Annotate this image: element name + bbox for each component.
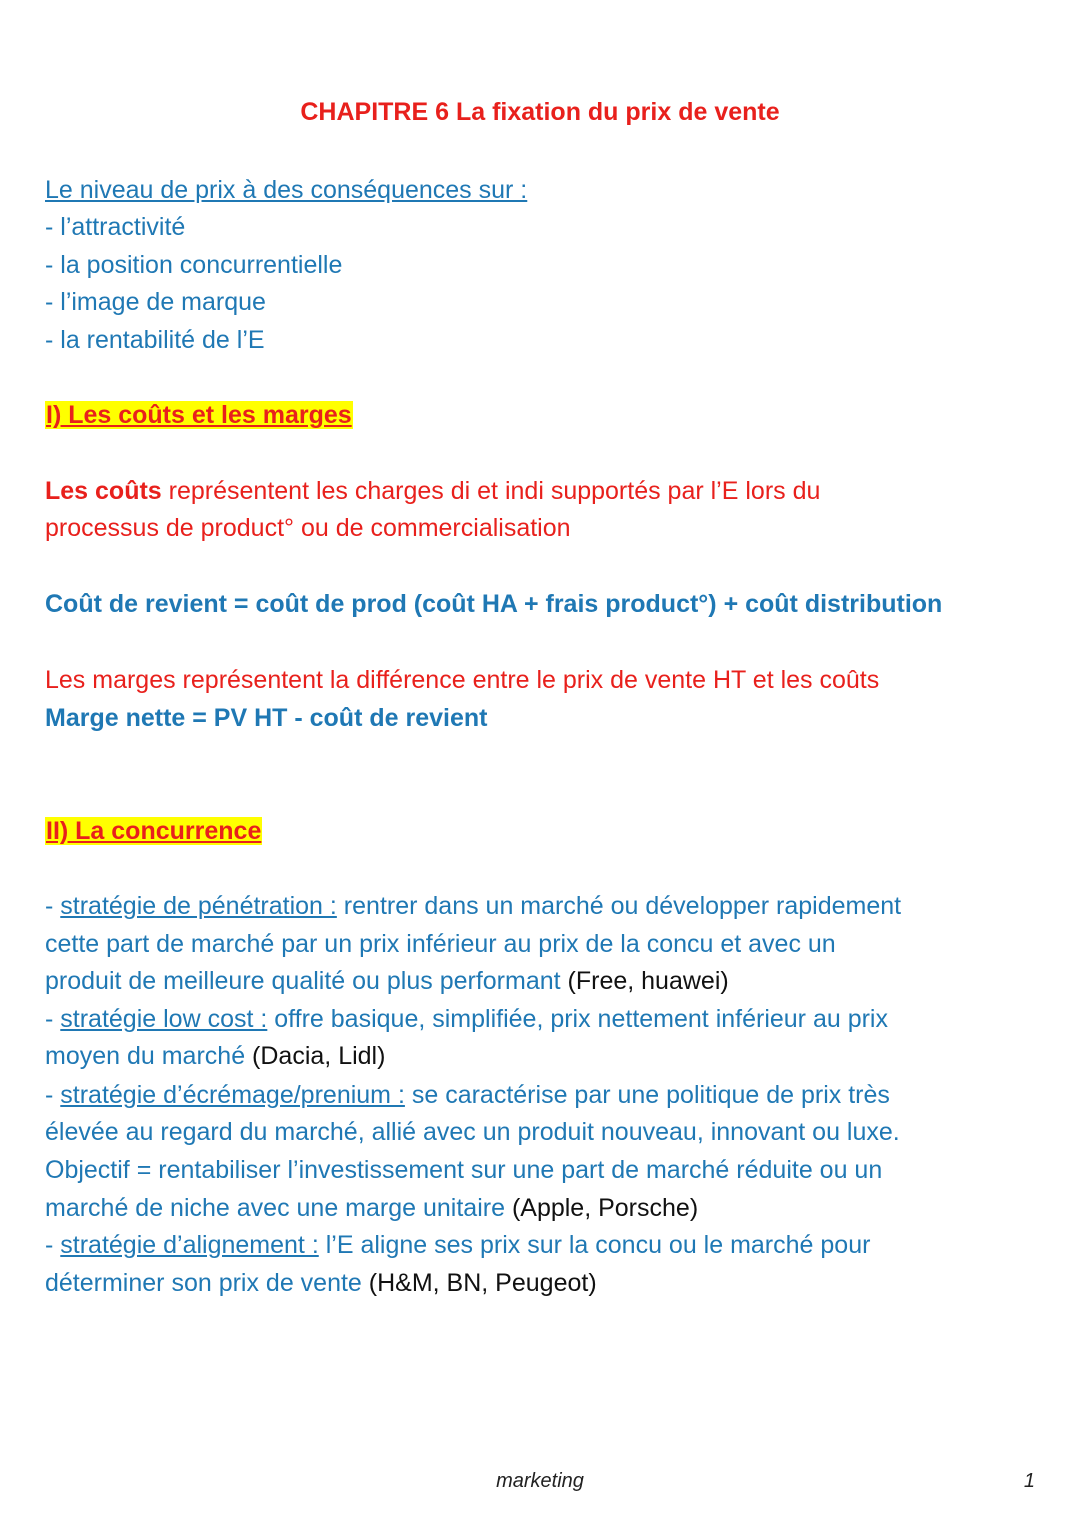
penetration-text: produit de meilleure qualité ou plus performant [45,967,561,995]
couts-definition: représentent les charges di et indi supportés par l’E lors du [161,477,821,505]
couts-term: Les coûts [45,477,162,505]
bullet-dash: - [45,1081,61,1109]
ecremage-line1 [45,1080,890,1110]
couts-definition-line1 [45,476,820,506]
penetration-line1 [45,891,901,921]
section2-heading-line [45,816,262,846]
bullet-dash: - [45,1231,61,1259]
page-number: 1 [1023,1470,1035,1492]
lowcost-examples: (Dacia, Lidl) [245,1042,386,1070]
alignement-line2 [45,1268,597,1298]
lowcost-text: moyen du marché [45,1042,246,1070]
section1-heading-line [45,400,353,430]
bullet-dash: - [45,892,61,920]
intro-item: - la rentabilité de l’E [45,326,265,354]
intro-item: - la position concurrentielle [45,251,343,279]
penetration-line3 [45,966,729,996]
penetration-examples: (Free, huawei) [560,967,729,995]
ecremage-examples: (Apple, Porsche) [505,1194,699,1222]
lowcost-text: offre basique, simplifiée, prix nettement inférieur au prix [267,1005,888,1033]
lowcost-label: stratégie low cost : [60,1005,268,1033]
chapter-title: CHAPITRE 6 La fixation du prix de vente [300,98,780,126]
ecremage-text: se caractérise par une politique de prix très [404,1081,890,1109]
ecremage-line4 [45,1193,698,1223]
penetration-text: rentrer dans un marché ou développer rapidement [336,892,902,920]
penetration-line2: cette part de marché par un prix inférieur au prix de la concu et avec un [45,930,836,958]
alignement-examples: (H&M, BN, Peugeot) [361,1269,597,1297]
ecremage-line2: élevée au regard du marché, allié avec un produit nouveau, innovant ou luxe. [45,1118,900,1146]
bullet-dash: - [45,1005,61,1033]
section1-heading: I) Les coûts et les marges [46,401,352,429]
cout-revient-formula: Coût de revient = coût de prod (coût HA + frais product°) + coût distribution [45,590,943,618]
footer-label: marketing [496,1470,584,1492]
lowcost-line2 [45,1041,385,1071]
intro-item: - l’attractivité [45,213,186,241]
penetration-label: stratégie de pénétration : [60,892,337,920]
alignement-text: l’E aligne ses prix sur la concu ou le marché pour [318,1231,871,1259]
ecremage-line3: Objectif = rentabiliser l’investissement sur une part de marché réduite ou un [45,1156,883,1184]
ecremage-label: stratégie d’écrémage/prenium : [60,1081,405,1109]
alignement-label: stratégie d’alignement : [60,1231,319,1259]
lowcost-line1 [45,1004,888,1034]
couts-definition-line2: processus de product° ou de commercialisation [45,514,571,542]
marges-definition: Les marges représentent la différence entre le prix de vente HT et les coûts [45,666,880,694]
ecremage-text: marché de niche avec une marge unitaire [45,1194,505,1222]
marge-nette-formula: Marge nette = PV HT - coût de revient [45,704,488,732]
section2-heading: II) La concurrence [46,817,262,845]
alignement-line1 [45,1230,870,1260]
alignement-text: déterminer son prix de vente [45,1269,362,1297]
intro-lead: Le niveau de prix à des conséquences sur : [45,176,528,204]
intro-item: - l’image de marque [45,288,266,316]
